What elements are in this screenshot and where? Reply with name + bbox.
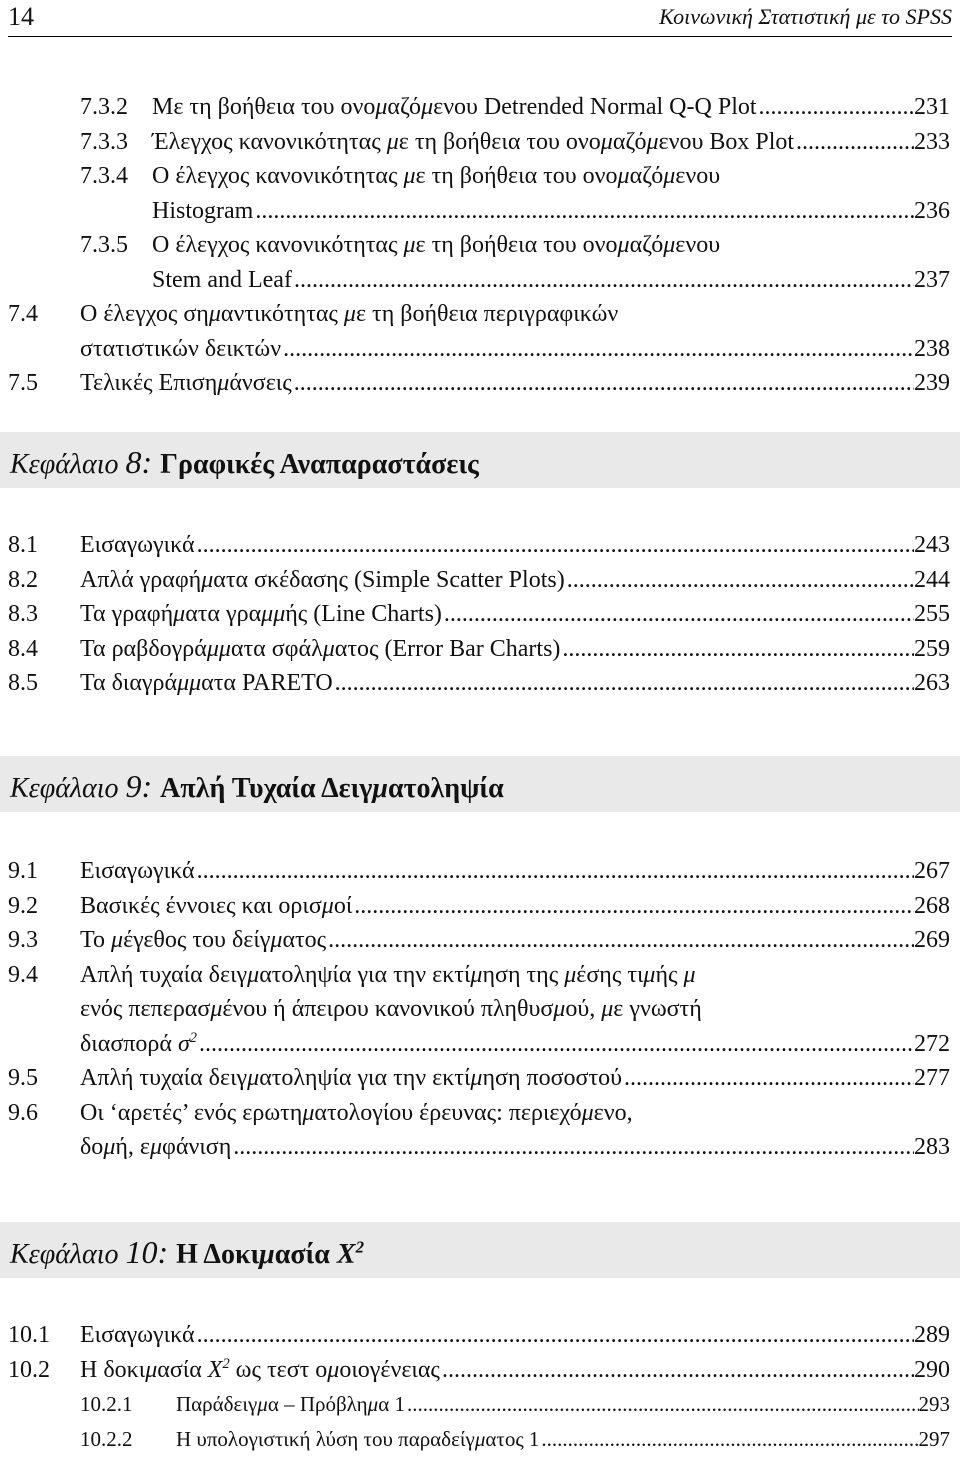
math-symbol: μ [663,232,676,258]
entry-number: 10.1 [8,1322,50,1348]
entry-title: Απλά γραφήματα σκέδασης (Simple Scatter Plots) [80,566,565,593]
entry-number: 8.4 [8,635,38,662]
entry-title: Τα ραβδογράμματα σφάλματος (Error Bar Charts) [80,635,561,662]
math-symbol: μ [210,996,223,1022]
math-symbol: μ [257,1392,268,1416]
toc-entry[interactable] [0,228,960,262]
chapter-heading [0,756,960,812]
chapter-heading [0,1222,960,1278]
math-symbol: μ [601,996,614,1022]
entry-title: Παράδειγμα – Πρόβλημα 1 [176,1392,405,1416]
entry-title: Η υπολογιστική λύση του παραδείγματος 1 [176,1426,540,1451]
toc-entry[interactable] [0,597,960,631]
entry-page: 238 [914,335,950,362]
entry-title: Απλή τυχαία δειγματοληψία για την εκτίμηση της μέσης τιμής μ [80,961,696,988]
entry-title: Τα γραφήματα γραμμής (Line Charts) [80,601,442,627]
entry-number: 8.5 [8,670,38,696]
math-symbol: μ [474,1426,486,1451]
math-symbol: μ [372,773,388,804]
entry-title: Histogram [152,197,254,224]
entry-title: Τα διαγράμματα PARETO [80,670,333,696]
entry-number: 10.2.1 [80,1392,133,1416]
entry-title: Απλή τυχαία δειγματοληψία για την εκτίμηση ποσοστού [80,1065,623,1091]
dot-leader [407,1387,919,1421]
toc-entry-continued[interactable] [0,263,960,297]
math-symbol: μ [553,996,566,1022]
toc-entry[interactable] [0,366,960,400]
entry-body [80,1130,950,1164]
entry-number: 7.4 [8,301,38,327]
entry-number: 7.3.4 [80,163,128,189]
toc-entry[interactable] [0,297,960,331]
entry-body [80,1318,950,1352]
math-symbol: μ [270,927,283,953]
entry-title: Εισαγωγικά [80,858,195,884]
entry-body [152,159,950,193]
entry-number: 8.1 [8,532,38,558]
entry-number: 9.3 [8,927,38,953]
math-symbol: μ [470,961,483,988]
toc-entry[interactable] [0,90,960,124]
entry-body [80,597,950,631]
entry-page: 259 [914,635,950,662]
entry-body [80,1061,950,1095]
chapter-heading [0,432,960,488]
math-symbol: μ [189,670,202,696]
dot-leader [233,1130,914,1164]
math-symbol: μ [343,301,356,327]
entry-body [80,889,950,923]
entry-page: 293 [918,1392,950,1416]
math-symbol: μ [403,163,416,189]
entry-title: Εισαγωγικά [80,1322,195,1348]
entry-page: 243 [914,532,950,558]
chapter-number: 9: [125,768,161,804]
chapter-name: Γραφικές Αναπαραστάσεις [160,449,479,480]
math-symbol: μ [663,163,676,189]
toc-entry-continued[interactable] [0,332,960,366]
entry-page: 237 [914,266,950,293]
page-number: 14 [8,2,34,31]
math-symbol: μ [111,927,124,953]
entry-body [80,1027,950,1061]
chapter-title [10,444,479,481]
math-symbol: μ [321,892,334,919]
math-symbol: $X^2$ [207,1355,230,1383]
entry-page: 272 [914,1030,950,1057]
entry-title: Ο έλεγχος σημαντικότητας με τη βοήθεια περιγραφικών [80,301,619,327]
entry-number: 8.2 [8,566,38,593]
toc-entry[interactable] [0,632,960,666]
math-symbol: μ [683,961,696,988]
entry-page: 263 [914,670,950,696]
entry-number: 7.3.2 [80,94,128,120]
math-symbol: μ [273,601,286,627]
toc-entry[interactable] [0,923,960,957]
entry-page: 268 [914,892,950,919]
entry-page: 267 [914,858,950,884]
toc-entry[interactable] [0,563,960,597]
toc-entry[interactable] [0,1061,960,1095]
dot-leader [283,332,914,366]
math-symbol: μ [145,1356,158,1383]
math-symbol: μ [259,1239,275,1270]
entry-number: 7.3.3 [80,128,128,155]
entry-body [80,923,950,957]
entry-number: 9.2 [8,892,38,919]
entry-page: 277 [914,1065,950,1091]
toc-entry[interactable] [0,125,960,159]
dot-leader [354,889,914,923]
math-symbol: μ [247,1065,260,1091]
math-symbol: μ [173,601,186,627]
entry-page: 283 [914,1134,950,1160]
dot-leader [294,366,914,400]
entry-title: στατιστικών δεικτών [80,335,282,362]
math-symbol: μ [261,601,274,627]
entry-body [176,1422,950,1456]
entry-number: 10.2.2 [80,1426,133,1451]
math-symbol: μ [643,961,656,988]
dot-leader [541,1422,918,1456]
entry-number: 7.3.5 [80,232,128,258]
math-symbol: μ [322,635,335,662]
entry-title: ενός πεπερασμένου ή άπειρου κανονικού πληθυσμού, με γνωστή [80,996,702,1022]
math-symbol: μ [375,94,388,120]
entry-page: 236 [914,197,950,224]
math-symbol: μ [646,128,659,155]
dot-leader [442,1353,914,1387]
math-symbol: μ [600,128,613,155]
entry-body [80,1353,950,1387]
chapter-number: 8: [125,444,161,480]
entry-body [80,632,950,666]
math-symbol: μ [150,1134,163,1160]
chapter-number: 10: [125,1234,177,1270]
entry-title: Με τη βοήθεια του ονομαζόμενου Detrended Normal Q-Q Plot [152,94,757,120]
entry-body [80,854,950,888]
entry-page: 239 [914,370,950,396]
toc-entry[interactable] [0,1422,960,1456]
toc-entry[interactable] [0,159,960,193]
math-symbol: μ [617,163,630,189]
entry-page: 289 [914,1322,950,1348]
toc-entry[interactable] [0,1096,960,1130]
entry-body [152,228,950,262]
dot-leader [562,632,914,666]
entry-body [80,1096,950,1130]
dot-leader [567,563,914,597]
entry-title: Η δοκιμασία $X^2$ ως τεστ ομοιογένειας [80,1355,440,1383]
entry-page: 255 [914,601,950,627]
dot-leader [328,923,914,957]
toc-entry-continued[interactable] [0,194,960,228]
entry-body [152,263,950,297]
chapter-title [10,1234,364,1271]
math-symbol: μ [327,1356,340,1383]
dot-leader [796,125,914,159]
toc-entry[interactable] [0,854,960,888]
math-symbol: μ [581,1099,594,1126]
toc-entry[interactable] [0,889,960,923]
entry-page: 297 [918,1426,950,1451]
entry-title: Οι ‘αρετές’ ενός ερωτηματολογίου έρευνας: περιεχόμενο, [80,1099,633,1126]
entry-title: Το μέγεθος του δείγματος [80,927,327,953]
dot-leader [199,1027,914,1061]
entry-title: Stem and Leaf [152,266,292,293]
entry-number: 8.3 [8,601,38,627]
toc-entry[interactable] [0,1387,960,1421]
dot-leader [294,263,914,297]
math-symbol: μ [217,370,230,396]
math-symbol: μ [247,961,260,988]
entry-body [80,666,950,700]
entry-body [80,297,950,331]
entry-number: 9.4 [8,961,38,988]
entry-page: 233 [914,128,950,155]
entry-number: 9.1 [8,858,38,884]
toc-entry[interactable] [0,1318,960,1352]
entry-body [80,528,950,562]
toc-entry[interactable] [0,666,960,700]
math-symbol: μ [564,961,577,988]
math-symbol: μ [403,232,416,258]
entry-title: Έλεγχος κανονικότητας με τη βοήθεια του ονομαζόμενου Box Plot [152,128,795,155]
math-symbol: $\sigma^2$ [177,1029,197,1057]
running-title: Κοινωνική Στατιστική με το SPSS [659,4,952,29]
entry-page: 244 [914,566,950,593]
chapter-label: Κεφάλαιο [10,1239,126,1270]
entry-number: 9.5 [8,1065,38,1091]
chapter-name: Η Δοκιμασία $X^2$ [176,1237,364,1270]
entry-body [152,194,950,228]
entry-title: Βασικές έννοιες και ορισμοί [80,892,353,919]
dot-leader [444,597,914,631]
math-symbol: μ [367,1392,379,1416]
entry-title: διασπορά $\sigma^2$ [80,1029,197,1057]
entry-number: 9.6 [8,1099,38,1126]
math-symbol: μ [103,1134,116,1160]
math-symbol: μ [201,566,214,593]
math-symbol: μ [617,232,630,258]
toc-entry[interactable] [0,958,960,992]
chapter-title [10,768,504,805]
toc-entry-continued[interactable] [0,1130,960,1164]
entry-body [152,125,950,159]
toc-entry-continued[interactable] [0,1027,960,1061]
entry-title: Ο έλεγχος κανονικότητας με τη βοήθεια του ονομαζόμενου [152,163,721,189]
dot-leader [335,666,914,700]
entry-body [80,332,950,366]
math-symbol: μ [470,1065,483,1091]
entry-title: Εισαγωγικά [80,532,195,558]
entry-page: 269 [914,927,950,953]
math-symbol: μ [206,635,219,662]
toc-entry-continued[interactable] [0,992,960,1026]
entry-body [80,992,950,1026]
chapter-label: Κεφάλαιο [10,773,126,804]
dot-leader [197,1318,914,1352]
chapter-name: Απλή Τυχαία Δειγματοληψία [160,773,504,804]
math-symbol: μ [302,1099,315,1126]
math-symbol: μ [421,94,434,120]
entry-body [152,90,950,124]
entry-page: 231 [914,94,950,120]
math-symbol: μ [208,301,221,327]
entry-title: Ο έλεγχος κανονικότητας με τη βοήθεια του ονομαζόμενου [152,232,721,258]
entry-body [80,958,950,992]
entry-number: 7.5 [8,370,38,396]
math-symbol: $X^2$ [336,1237,364,1270]
math-symbol: μ [386,128,399,155]
entry-body [80,563,950,597]
math-symbol: μ [218,635,231,662]
dot-leader [197,854,914,888]
entry-page: 290 [914,1356,950,1383]
entry-title: δομή, εμφάνιση [80,1134,232,1160]
entry-body [176,1387,950,1421]
entry-number: 10.2 [8,1356,50,1383]
page-header [8,0,952,37]
toc-entry[interactable] [0,1353,960,1387]
dot-leader [255,194,914,228]
dot-leader [197,528,914,562]
entry-body [80,366,950,400]
toc-entry[interactable] [0,528,960,562]
math-symbol: μ [177,670,190,696]
entry-title: Τελικές Επισημάνσεις [80,370,292,396]
dot-leader [624,1061,914,1095]
chapter-label: Κεφάλαιο [10,449,126,480]
dot-leader [759,90,914,124]
